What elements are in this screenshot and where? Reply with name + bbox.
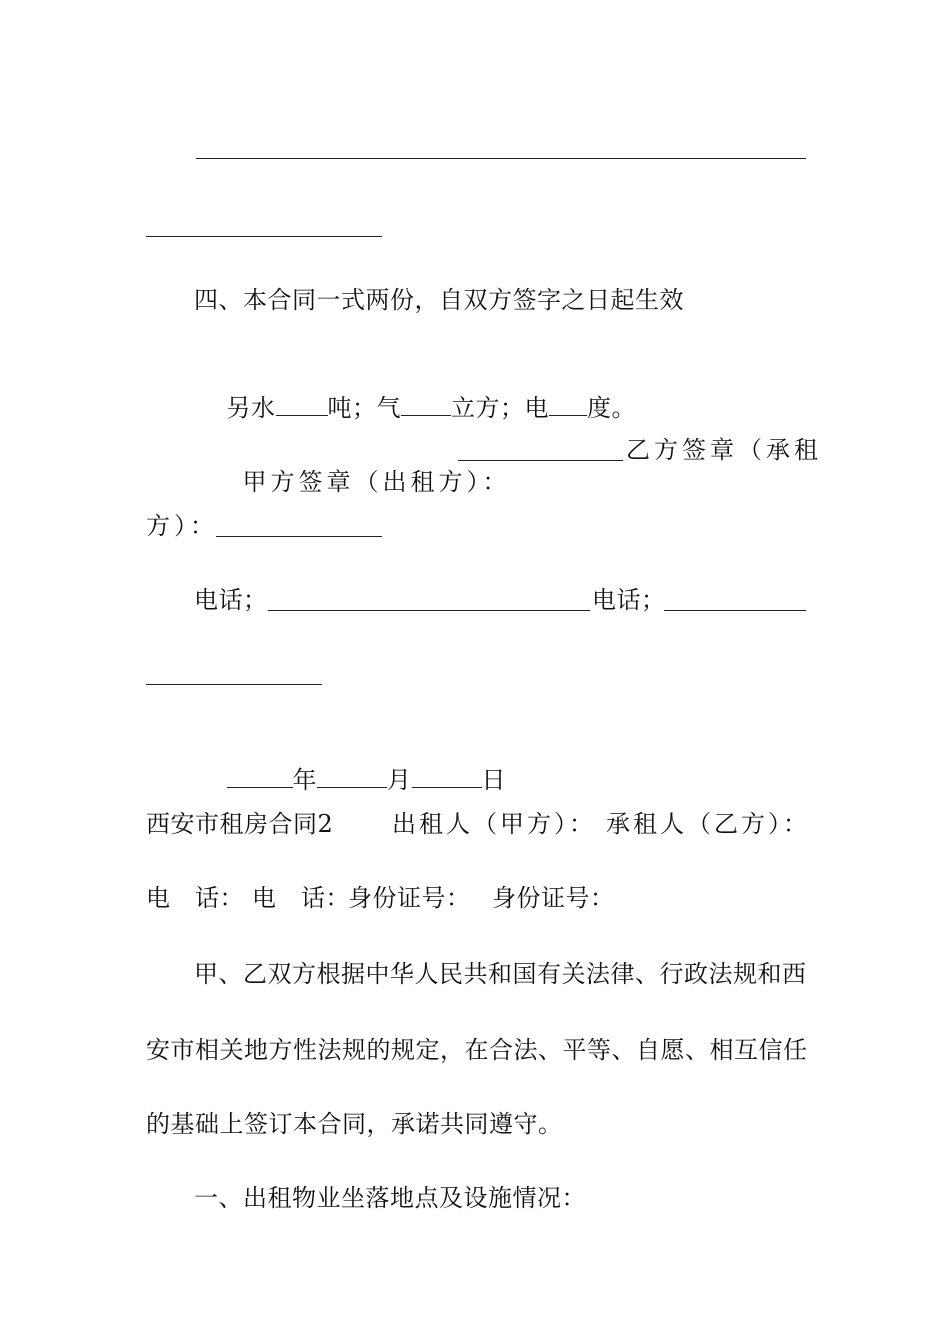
water-unit: 吨；气 <box>327 394 402 422</box>
blank-line <box>196 158 806 159</box>
party-b-signature-blank <box>216 536 382 537</box>
phone-b-blank <box>664 610 806 611</box>
day-label: 日 <box>481 766 507 794</box>
day-blank <box>412 765 482 788</box>
year-blank <box>227 765 293 788</box>
lessor-label: 出租人（甲方）： <box>392 810 596 838</box>
preamble-line-2: 安市相关地方性法规的规定，在合法、平等、自愿、相互信任 <box>146 1036 808 1064</box>
phone-a-blank <box>268 610 590 611</box>
lessee-label: 承租人（乙方）： <box>606 810 810 838</box>
month-label: 月 <box>387 766 412 794</box>
phone-a-field: 电 话： <box>146 884 244 912</box>
id-a-field: 身份证号： <box>348 884 471 912</box>
meter-prefix: 另水 <box>226 394 276 422</box>
gas-blank <box>401 393 451 416</box>
clause-four: 四、本合同一式两份，自双方签字之日起生效 <box>194 286 684 314</box>
party-a-signature-label: 甲方签章（出租方）： <box>242 468 511 496</box>
gas-unit: 立方；电 <box>451 394 550 422</box>
preamble-line-3: 的基础上签订本合同，承诺共同遵守。 <box>146 1110 563 1138</box>
elec-unit: 度。 <box>587 394 637 422</box>
signature-line <box>196 434 511 530</box>
section-one-heading: 一、出租物业坐落地点及设施情况： <box>194 1184 586 1212</box>
electricity-blank <box>549 393 587 416</box>
phone-b-label: 电话； <box>592 586 666 614</box>
water-blank <box>276 393 328 416</box>
year-label: 年 <box>292 766 318 794</box>
party-b-signature-label: 乙方签章（承租 <box>626 436 822 464</box>
blank-line <box>146 236 382 237</box>
id-b-field: 身份证号： <box>492 884 615 912</box>
contract2-title: 西安市租房合同2 <box>146 810 334 838</box>
party-b-signature-label-end: 方）： <box>146 512 218 540</box>
month-blank <box>317 765 387 788</box>
preamble-line-1: 甲、乙双方根据中华人民共和国有关法律、行政法规和西 <box>194 960 807 988</box>
phone-b-blank-cont <box>146 684 322 685</box>
phone-b-field: 电 话： <box>252 884 350 912</box>
phone-a-label: 电话； <box>194 586 268 614</box>
party-a-signature-blank <box>458 460 623 461</box>
